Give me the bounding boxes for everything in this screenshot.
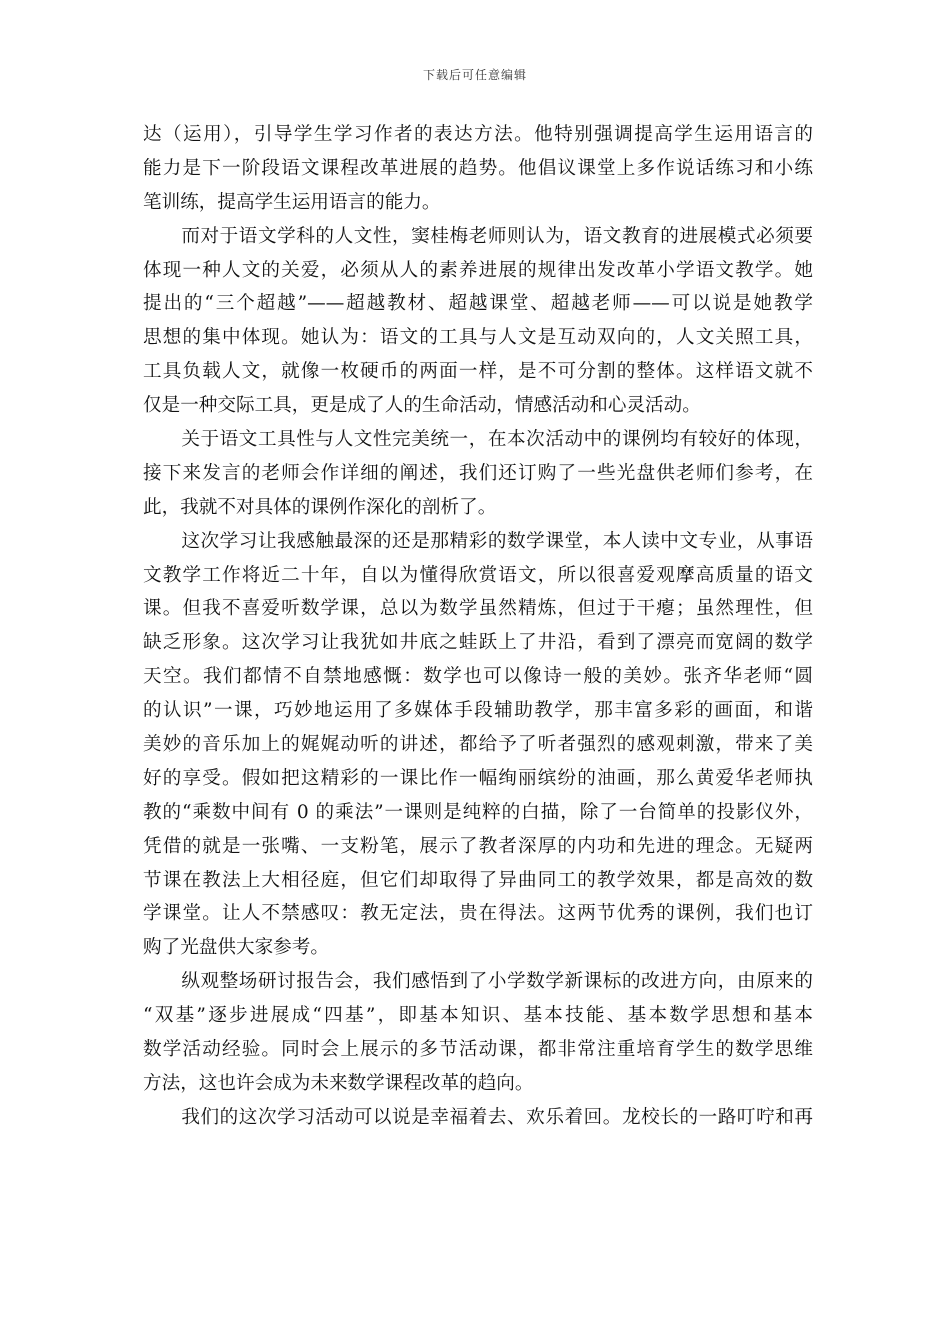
text-line: 文教学工作将近二十年，自以为懂得欣赏语文，所以很喜爱观摩高质量的语文	[143, 564, 813, 586]
text-line: 接下来发言的老师会作详细的阐述，我们还订购了一些光盘供老师们参考，在	[143, 462, 813, 484]
text-line: 数学活动经验。同时会上展示的多节活动课，都非常注重培育学生的数学思维	[143, 1039, 813, 1061]
text-line: 凭借的就是一张嘴、一支粉笔，展示了教者深厚的内功和先进的理念。无疑两	[143, 835, 813, 857]
text-line: “双基”逐步进展成“四基”，即基本知识、基本技能、基本数学思想和基本	[143, 1005, 813, 1027]
text-line: 节课在教法上大相径庭，但它们却取得了异曲同工的教学效果，都是高效的数	[143, 869, 813, 891]
page-header: 下载后可任意编辑	[422, 68, 527, 82]
text-line: 达（运用），引导学生学习作者的表达方法。他特别强调提高学生运用语言的	[143, 124, 813, 145]
text-line: 仅是一种交际工具，更是成了人的生命活动，情感活动和心灵活动。	[143, 395, 701, 417]
text-line: 而对于语文学科的人文性，窦桂梅老师则认为，语文教育的进展模式必须要	[143, 225, 813, 247]
text-line: 教的“乘数中间有 0 的乘法”一课则是纯粹的白描，除了一台简单的投影仪外，	[143, 801, 813, 823]
text-line: 能力是下一阶段语文课程改革进展的趋势。他倡议课堂上多作说话练习和小练	[143, 157, 813, 179]
text-line: 好的享受。假如把这精彩的一课比作一幅绚丽缤纷的油画，那么黄爱华老师执	[143, 767, 813, 789]
document-body	[143, 118, 813, 1135]
text-line: 我们的这次学习活动可以说是幸福着去、欢乐着回。龙校长的一路叮咛和再	[143, 1106, 813, 1128]
text-line: 关于语文工具性与人文性完美统一，在本次活动中的课例均有较好的体现，	[143, 429, 813, 451]
text-line: 提出的“三个超越”——超越教材、超越课堂、超越老师——可以说是她教学	[143, 293, 813, 315]
text-line: 工具负载人文，就像一枚硬币的两面一样，是不可分割的整体。这样语文就不	[143, 361, 813, 383]
text-line: 这次学习让我感触最深的还是那精彩的数学课堂，本人读中文专业，从事语	[143, 530, 813, 552]
text-line: 此，我就不对具体的课例作深化的剖析了。	[143, 496, 497, 518]
text-line: 方法，这也许会成为未来数学课程改革的趋向。	[143, 1072, 534, 1094]
text-line: 学课堂。让人不禁感叹：教无定法，贵在得法。这两节优秀的课例，我们也订	[143, 903, 813, 925]
text-line: 天空。我们都情不自禁地感慨：数学也可以像诗一般的美妙。张齐华老师“圆	[143, 666, 813, 688]
text-line: 课。但我不喜爱听数学课，总以为数学虽然精炼，但过于干瘪；虽然理性，但	[143, 598, 813, 620]
text-line: 的认识”一课，巧妙地运用了多媒体手段辅助教学，那丰富多彩的画面，和谐	[143, 700, 813, 722]
text-line: 缺乏形象。这次学习让我犹如井底之蛙跃上了井沿，看到了漂亮而宽阔的数学	[143, 632, 813, 654]
text-line: 购了光盘供大家参考。	[143, 937, 329, 959]
text-line: 体现一种人文的关爱，必须从人的素养进展的规律出发改革小学语文教学。她	[143, 259, 813, 281]
text-line: 纵观整场研讨报告会，我们感悟到了小学数学新课标的改进方向，由原来的	[143, 971, 813, 993]
text-line: 笔训练，提高学生运用语言的能力。	[143, 191, 441, 213]
text-line: 美妙的音乐加上的娓娓动听的讲述，都给予了听者强烈的感观刺激，带来了美	[143, 734, 813, 756]
text-line: 思想的集中体现。她认为：语文的工具与人文是互动双向的，人文关照工具，	[143, 327, 813, 349]
